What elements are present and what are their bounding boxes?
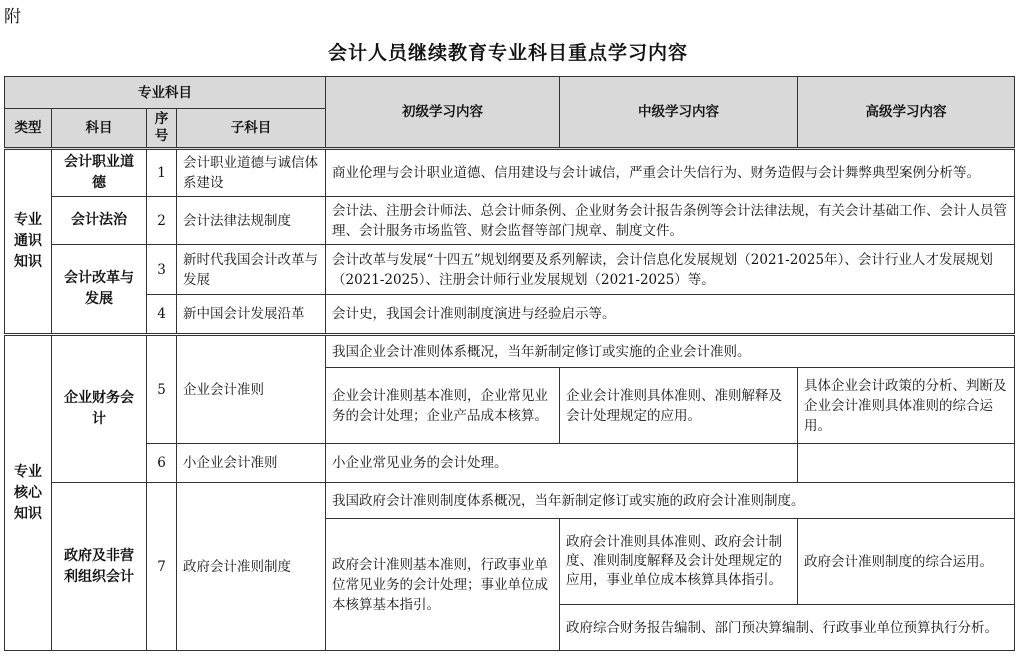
sub-reform: 新时代我国会计改革与发展 (177, 245, 326, 295)
sub-ethics: 会计职业道德与诚信体系建设 (177, 149, 326, 197)
header-group: 专业科目 (5, 77, 326, 109)
subject-enterprise: 企业财务会计 (52, 335, 147, 483)
content-government-common: 我国政府会计准则制度体系概况，当年新制定修订或实施的政府会计准则制度。 (326, 483, 1015, 519)
page-title: 会计人员继续教育专业科目重点学习内容 (327, 42, 688, 64)
sub-enterprise: 企业会计准则 (177, 335, 326, 444)
header-subject: 科目 (52, 109, 147, 149)
content-government-junior: 政府会计准则基本准则，行政事业单位常见业务的会计处理；事业单位成本核算基本指引。 (326, 519, 560, 651)
subject-law: 会计法治 (52, 197, 147, 245)
content-ethics: 商业伦理与会计职业道德、信用建设与会计诚信，严重会计失信行为、财务造假与会计舞弊典型案例分析等。 (326, 149, 1015, 197)
header-senior: 高级学习内容 (798, 77, 1015, 149)
seq-3: 3 (147, 245, 177, 295)
header-intermediate: 中级学习内容 (560, 77, 798, 149)
course-table (4, 76, 1015, 651)
content-history: 会计史，我国会计准则制度演进与经验启示等。 (326, 295, 1015, 335)
content-law: 会计法、注册会计师法、总会计师条例、企业财务会计报告条例等会计法律法规，有关会计基础工作、会计人员管理、会计服务市场监管、财会监督等部门规章、制度文件。 (326, 197, 1015, 245)
subject-ethics: 会计职业道德 (52, 149, 147, 197)
annex-label: 附 (4, 7, 21, 27)
seq-2: 2 (147, 197, 177, 245)
content-small-enterprise: 小企业常见业务的会计处理。 (326, 444, 798, 483)
content-small-enterprise-senior (798, 444, 1015, 483)
content-government-extra: 政府综合财务报告编制、部门预决算编制、行政事业单位预算执行分析。 (560, 605, 1015, 651)
sub-law: 会计法律法规制度 (177, 197, 326, 245)
header-junior: 初级学习内容 (326, 77, 560, 149)
content-enterprise-junior: 企业会计准则基本准则，企业常见业务的会计处理；企业产品成本核算。 (326, 368, 560, 444)
content-enterprise-senior: 具体企业会计政策的分析、判断及企业会计准则具体准则的综合运用。 (798, 368, 1015, 444)
header-seq: 序号 (147, 109, 177, 149)
seq-4: 4 (147, 295, 177, 335)
seq-1: 1 (147, 149, 177, 197)
seq-5: 5 (147, 335, 177, 444)
sub-government: 政府会计准则制度 (177, 483, 326, 651)
subject-reform: 会计改革与发展 (52, 245, 147, 335)
header-sub-subject: 子科目 (177, 109, 326, 149)
content-government-intermediate: 政府会计准则具体准则、政府会计制度、准则制度解释及会计处理规定的应用，事业单位成本核算具体指引。 (560, 519, 798, 605)
sub-history: 新中国会计发展沿革 (177, 295, 326, 335)
header-type: 类型 (5, 109, 52, 149)
content-enterprise-common: 我国企业会计准则体系概况，当年新制定修订或实施的企业会计准则。 (326, 335, 1015, 368)
subject-government: 政府及非营利组织会计 (52, 483, 147, 651)
type-general: 专业通识知识 (5, 149, 52, 335)
content-government-senior: 政府会计准则制度的综合运用。 (798, 519, 1015, 605)
type-core: 专业核心知识 (5, 335, 52, 651)
content-enterprise-intermediate: 企业会计准则具体准则、准则解释及会计处理规定的应用。 (560, 368, 798, 444)
content-reform: 会计改革与发展“十四五”规划纲要及系列解读，会计信息化发展规划（2021-2025年）、会计行业人才发展规划（2021-2025）、注册会计师行业发展规划（2021-2025）等。 (326, 245, 1015, 295)
seq-7: 7 (147, 483, 177, 651)
sub-small-enterprise: 小企业会计准则 (177, 444, 326, 483)
seq-6: 6 (147, 444, 177, 483)
